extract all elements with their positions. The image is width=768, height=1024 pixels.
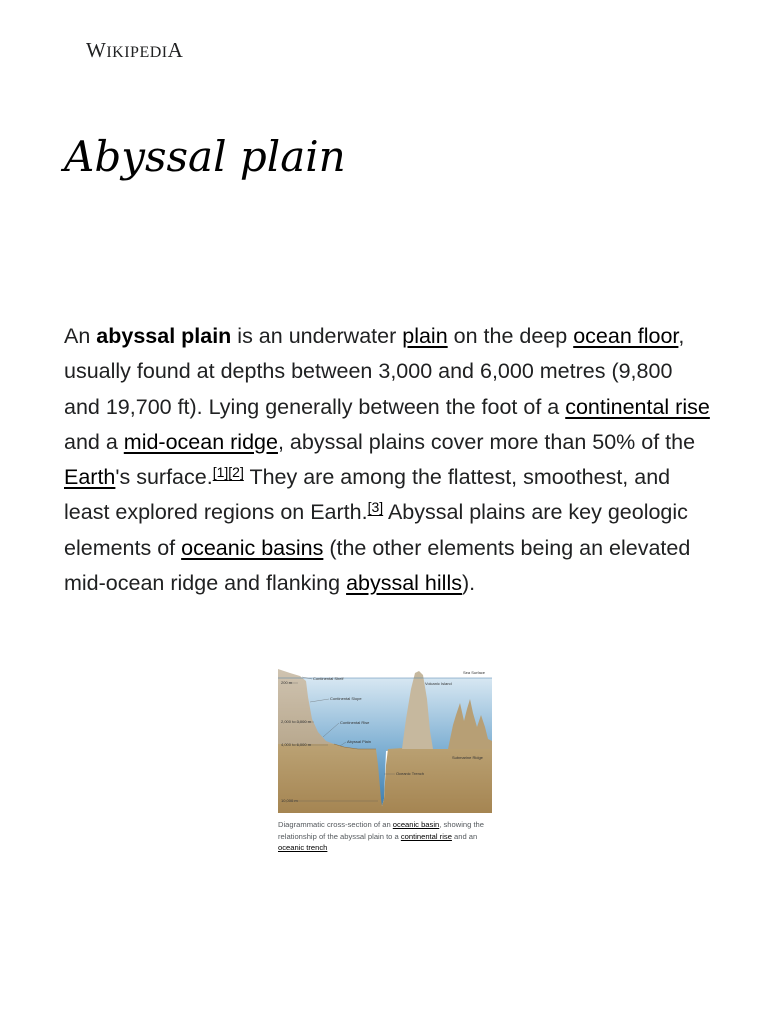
reference-link-1[interactable]: [1] (212, 464, 229, 481)
label-depth-10000: 10,000 m (281, 798, 298, 803)
wikipedia-wordmark[interactable] (86, 38, 183, 63)
link-oceanic-basins[interactable]: oceanic basins (181, 535, 324, 560)
link-mid-ocean-ridge[interactable]: mid-ocean ridge (123, 429, 278, 454)
reference-3 (368, 499, 384, 515)
link-ocean-floor[interactable]: ocean floor (573, 324, 679, 348)
reference-1 (213, 464, 229, 480)
oceanic-basin-diagram[interactable] (278, 669, 492, 813)
caption-text: , showing the relationship of the abyssal plain to a (278, 820, 484, 841)
caption-link-oceanic-basin[interactable]: oceanic basin (392, 820, 440, 829)
page-title: Abyssal plain (64, 132, 346, 181)
lead-bold-term: abyssal plain (96, 324, 232, 348)
lead-text: , usually found at depths between 3,000 and 6,000 metres (9,800 and 19,700 ft). Lying generally between the foot of a (64, 324, 685, 419)
lead-text: is an underwater (231, 324, 403, 348)
link-continental-rise[interactable]: continental rise (565, 394, 710, 419)
caption-text: Diagrammatic cross-section of an (278, 820, 393, 829)
wordmark-final: A (167, 38, 184, 62)
wordmark-initial: W (86, 38, 107, 62)
wordmark-rest: IKIPEDI (106, 44, 168, 61)
lead-text: , abyssal plains cover more than 50% of the (277, 429, 696, 454)
caption-text: and an (451, 831, 478, 841)
caption-link-oceanic-trench[interactable]: oceanic trench (278, 843, 328, 853)
lead-text: (the other elements being an elevated mid-ocean ridge and flanking (64, 535, 691, 596)
label-abyssal-plain: Abyssal Plain (347, 739, 372, 744)
lead-text: on the deep (447, 324, 574, 348)
label-sea-surface: Sea Surface (463, 670, 486, 675)
label-depth-2000-3000: 2,000 to 3,000 m (281, 719, 312, 724)
link-abyssal-hills[interactable]: abyssal hills (346, 571, 462, 596)
lead-text: 's surface. (115, 465, 213, 490)
label-oceanic-trench: Oceanic Trench (396, 771, 425, 776)
label-volcanic-island: Volcanic Island (425, 681, 452, 686)
label-submarine-ridge: Submarine Ridge (452, 755, 483, 760)
lead-text: An (64, 324, 97, 348)
caption-link-continental-rise[interactable]: continental rise (400, 831, 452, 841)
link-plain[interactable]: plain (402, 324, 448, 348)
lead-text: and a (64, 429, 124, 454)
lead-text: ). (461, 571, 476, 596)
label-continental-shelf: Continental Shelf (313, 676, 344, 681)
lead-text: They are among the flattest, smoothest, and least explored regions on Earth. (64, 465, 671, 525)
lead-paragraph (64, 319, 714, 601)
reference-link-3[interactable]: [3] (367, 499, 384, 516)
label-continental-rise: Continental Rise (340, 720, 370, 725)
label-depth-200: 200 m (281, 680, 293, 685)
label-depth-4000-6000: 4,000 to 6,000 m (281, 742, 312, 747)
reference-2 (228, 464, 244, 480)
figure-caption (278, 819, 492, 854)
label-continental-slope: Continental Slope (330, 696, 362, 701)
sky-area (278, 669, 492, 678)
link-earth[interactable]: Earth (64, 465, 116, 490)
lead-text: Abyssal plains are key geologic elements of (64, 500, 688, 560)
reference-link-2[interactable]: [2] (228, 464, 244, 481)
figure-oceanic-basin (278, 669, 492, 854)
